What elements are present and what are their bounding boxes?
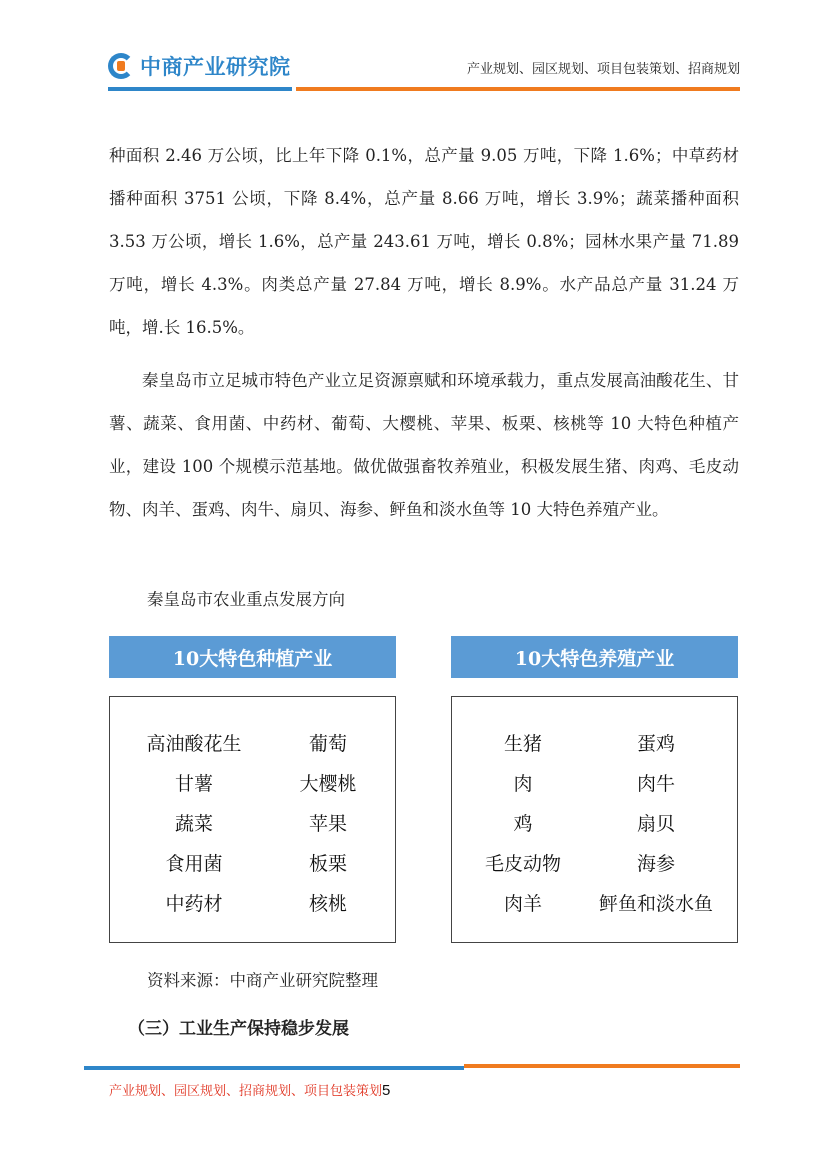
breeding-item: 鸡 [513, 813, 533, 835]
footer-text: 产业规划、园区规划、招商规划、项目包装策划 [109, 1084, 383, 1099]
planting-item: 葡萄 [308, 733, 347, 755]
breeding-item: 蛋鸡 [636, 733, 675, 755]
breeding-industry-box [451, 696, 738, 943]
header-divider-orange [296, 87, 740, 91]
planting-item: 板栗 [308, 853, 347, 875]
breeding-column-1 [472, 724, 574, 924]
planting-item: 甘薯 [174, 773, 213, 795]
page-number: 5 [382, 1082, 391, 1099]
footer-divider-blue [84, 1066, 464, 1070]
breeding-item: 肉牛 [636, 773, 675, 795]
breeding-item: 生猪 [503, 733, 542, 755]
breeding-item: 鲆鱼和淡水鱼 [598, 893, 713, 915]
planting-industry-box [109, 696, 396, 943]
planting-item: 高油酸花生 [146, 733, 242, 755]
breeding-item: 毛皮动物 [484, 853, 561, 875]
logo-mark-icon [108, 53, 134, 79]
planting-item: 中药材 [165, 893, 223, 915]
company-logo [108, 50, 291, 82]
breeding-column-2 [590, 724, 722, 924]
breeding-item: 扇贝 [636, 813, 675, 835]
planting-industry-title: 10大特色种植产业 [109, 636, 396, 678]
source-note: 资料来源：中商产业研究院整理 [147, 971, 378, 990]
body-paragraph-2: 秦皇岛市立足城市特色产业立足资源禀赋和环境承载力，重点发展高油酸花生、甘薯、蔬菜、食用菌、中药材、葡萄、大樱桃、苹果、板栗、核桃等 10 大特色种植产业，建设 100 个规模示范基地。做优做强畜牧养殖业，积极发展生猪、肉鸡、毛皮动物、肉羊、蛋鸡、肉牛、扇贝、海参、鲆鱼和淡水鱼等 10 大特色养殖产业。 [109, 371, 739, 519]
planting-item: 核桃 [308, 893, 347, 915]
planting-item: 苹果 [308, 813, 347, 835]
header-tagline: 产业规划、园区规划、项目包装策划、招商规划 [466, 62, 740, 77]
body-paragraph-1: 种面积 2.46 万公顷，比上年下降 0.1%，总产量 9.05 万吨，下降 1.6%；中草药材播种面积 3751 公顷，下降 8.4%，总产量 8.66 万吨，增长 3.9%；蔬菜播种面积 3.53 万公顷，增长 1.6%，总产量 243.61 万吨，增长 0.8%；园林水果产量 71.89 万吨，增长 4.3%。肉类总产量 27.84 万吨，增长 8.9%。水产品总产量 31.24 万吨，增.长 16.5%。 [109, 146, 739, 337]
figure-caption: 秦皇岛市农业重点发展方向 [147, 590, 345, 609]
planting-item: 蔬菜 [174, 813, 213, 835]
header-divider-blue [108, 87, 292, 91]
logo-text: 中商产业研究院 [140, 55, 291, 79]
planting-item: 食用菌 [165, 853, 223, 875]
section-heading: （三）工业生产保持稳步发展 [128, 1019, 349, 1039]
planting-column-2 [276, 724, 380, 924]
footer-divider-orange [464, 1064, 740, 1068]
planting-item: 大樱桃 [299, 773, 357, 795]
breeding-item: 肉羊 [503, 893, 542, 915]
breeding-industry-title: 10大特色养殖产业 [451, 636, 738, 678]
breeding-item: 肉 [513, 773, 533, 795]
footer [109, 1080, 390, 1099]
breeding-item: 海参 [636, 853, 675, 875]
planting-column-1 [128, 724, 260, 924]
